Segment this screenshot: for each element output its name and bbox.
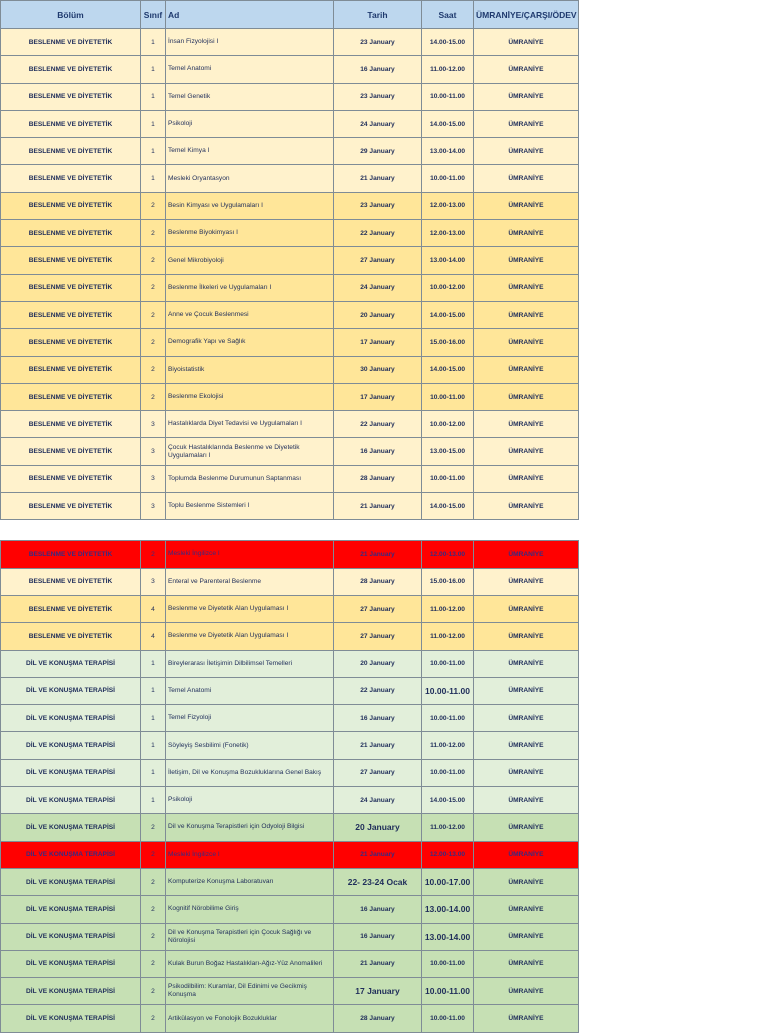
table-row[interactable] (1, 138, 579, 165)
cell-bolum[interactable]: BESLENME VE DİYETETİK (1, 83, 141, 110)
cell-yer[interactable]: ÜMRANİYE (474, 677, 579, 704)
cell-yer[interactable]: ÜMRANİYE (474, 759, 579, 786)
cell-sinif[interactable]: 4 (141, 595, 166, 622)
cell-sinif[interactable]: 2 (141, 220, 166, 247)
cell-ad[interactable]: Anne ve Çocuk Beslenmesi (166, 301, 334, 328)
cell-ad[interactable]: Beslenme ve Diyetetik Alan Uygulaması I (166, 623, 334, 650)
cell-ad[interactable]: Demografik Yapı ve Sağlık (166, 329, 334, 356)
cell-yer[interactable]: ÜMRANİYE (474, 1005, 579, 1032)
cell-saat[interactable]: 12.00-13.00 (422, 220, 474, 247)
cell-sinif[interactable]: 1 (141, 650, 166, 677)
table-row[interactable] (1, 1005, 579, 1032)
cell-ad[interactable]: Hastalıklarda Diyet Tedavisi ve Uygulamaları I (166, 411, 334, 438)
cell-ad[interactable]: Toplu Beslenme Sistemleri I (166, 493, 334, 520)
cell-tarih[interactable]: 28 January (334, 568, 422, 595)
cell-bolum[interactable]: DİL VE KONUŞMA TERAPİSİ (1, 841, 141, 868)
table-row[interactable] (1, 787, 579, 814)
cell-ad[interactable]: Temel Kimya I (166, 138, 334, 165)
cell-tarih[interactable]: 22 January (334, 677, 422, 704)
cell-ad[interactable]: Komputerize Konuşma Laboratuvarı (166, 868, 334, 895)
table-row[interactable] (1, 493, 579, 520)
cell-bolum[interactable]: BESLENME VE DİYETETİK (1, 568, 141, 595)
cell-ad[interactable]: Dil ve Konuşma Terapistleri için Odyoloji Bilgisi (166, 814, 334, 841)
cell-sinif[interactable]: 2 (141, 274, 166, 301)
cell-sinif[interactable]: 4 (141, 623, 166, 650)
cell-tarih[interactable]: 16 January (334, 438, 422, 465)
table-row[interactable] (1, 950, 579, 977)
cell-sinif[interactable]: 2 (141, 1005, 166, 1032)
cell-bolum[interactable]: BESLENME VE DİYETETİK (1, 623, 141, 650)
cell-saat[interactable]: 13.00-14.00 (422, 923, 474, 950)
cell-saat[interactable]: 11.00-12.00 (422, 595, 474, 622)
cell-tarih[interactable]: 28 January (334, 1005, 422, 1032)
cell-ad[interactable]: Dil ve Konuşma Terapistleri için Çocuk Sağlığı ve Nörolojisi (166, 923, 334, 950)
cell-sinif[interactable]: 1 (141, 732, 166, 759)
cell-bolum[interactable]: BESLENME VE DİYETETİK (1, 29, 141, 56)
table-row[interactable] (1, 165, 579, 192)
cell-ad[interactable]: Beslenme Ekolojisi (166, 383, 334, 410)
cell-bolum[interactable]: DİL VE KONUŞMA TERAPİSİ (1, 950, 141, 977)
cell-yer[interactable]: ÜMRANİYE (474, 623, 579, 650)
cell-yer[interactable]: ÜMRANİYE (474, 383, 579, 410)
cell-ad[interactable]: Söyleyiş Sesbilimi (Fonetik) (166, 732, 334, 759)
table-row[interactable] (1, 192, 579, 219)
cell-sinif[interactable]: 2 (141, 329, 166, 356)
cell-saat[interactable]: 14.00-15.00 (422, 29, 474, 56)
cell-tarih[interactable]: 28 January (334, 465, 422, 492)
cell-saat[interactable]: 12.00-13.00 (422, 192, 474, 219)
cell-sinif[interactable]: 1 (141, 56, 166, 83)
cell-sinif[interactable]: 2 (141, 868, 166, 895)
cell-ad[interactable]: Mesleki İngilizce I (166, 841, 334, 868)
cell-saat[interactable]: 10.00-11.00 (422, 650, 474, 677)
cell-yer[interactable]: ÜMRANİYE (474, 787, 579, 814)
cell-ad[interactable]: İnsan Fizyolojisi I (166, 29, 334, 56)
cell-bolum[interactable]: BESLENME VE DİYETETİK (1, 356, 141, 383)
cell-bolum[interactable]: BESLENME VE DİYETETİK (1, 192, 141, 219)
cell-bolum[interactable]: BESLENME VE DİYETETİK (1, 541, 141, 568)
table-row[interactable] (1, 56, 579, 83)
table-row[interactable] (1, 978, 579, 1005)
cell-yer[interactable]: ÜMRANİYE (474, 978, 579, 1005)
cell-tarih[interactable]: 23 January (334, 83, 422, 110)
cell-bolum[interactable]: DİL VE KONUŞMA TERAPİSİ (1, 923, 141, 950)
cell-sinif[interactable]: 1 (141, 759, 166, 786)
cell-tarih[interactable]: 21 January (334, 165, 422, 192)
cell-sinif[interactable]: 1 (141, 705, 166, 732)
cell-tarih[interactable]: 24 January (334, 110, 422, 137)
cell-saat[interactable]: 10.00-11.00 (422, 759, 474, 786)
cell-bolum[interactable]: DİL VE KONUŞMA TERAPİSİ (1, 650, 141, 677)
cell-sinif[interactable]: 1 (141, 83, 166, 110)
table-row[interactable] (1, 29, 579, 56)
cell-bolum[interactable]: DİL VE KONUŞMA TERAPİSİ (1, 732, 141, 759)
cell-tarih[interactable]: 24 January (334, 274, 422, 301)
cell-ad[interactable]: Artikülasyon ve Fonolojik Bozukluklar (166, 1005, 334, 1032)
header-bolum[interactable]: Bölüm (1, 1, 141, 29)
table-row[interactable] (1, 868, 579, 895)
cell-sinif[interactable]: 1 (141, 677, 166, 704)
table-row[interactable] (1, 247, 579, 274)
cell-yer[interactable]: ÜMRANİYE (474, 329, 579, 356)
cell-ad[interactable]: Psikodilbilim: Kuramlar, Dil Edinimi ve Gecikmiş Konuşma (166, 978, 334, 1005)
cell-sinif[interactable]: 2 (141, 950, 166, 977)
cell-sinif[interactable]: 2 (141, 923, 166, 950)
table-row[interactable] (1, 541, 579, 568)
cell-yer[interactable]: ÜMRANİYE (474, 83, 579, 110)
cell-bolum[interactable]: DİL VE KONUŞMA TERAPİSİ (1, 759, 141, 786)
cell-tarih[interactable]: 21 January (334, 541, 422, 568)
cell-tarih[interactable]: 17 January (334, 329, 422, 356)
cell-saat[interactable]: 14.00-15.00 (422, 301, 474, 328)
cell-tarih[interactable]: 23 January (334, 29, 422, 56)
cell-bolum[interactable]: DİL VE KONUŞMA TERAPİSİ (1, 868, 141, 895)
cell-tarih[interactable]: 27 January (334, 759, 422, 786)
cell-yer[interactable]: ÜMRANİYE (474, 493, 579, 520)
cell-saat[interactable]: 14.00-15.00 (422, 110, 474, 137)
cell-sinif[interactable]: 1 (141, 165, 166, 192)
cell-saat[interactable]: 10.00-11.00 (422, 465, 474, 492)
cell-saat[interactable]: 13.00-15.00 (422, 438, 474, 465)
cell-tarih[interactable]: 27 January (334, 623, 422, 650)
cell-ad[interactable]: Temel Anatomi (166, 56, 334, 83)
cell-ad[interactable]: Bireylerarası İletişimin Dilbilimsel Temelleri (166, 650, 334, 677)
cell-sinif[interactable]: 2 (141, 301, 166, 328)
cell-yer[interactable]: ÜMRANİYE (474, 650, 579, 677)
cell-yer[interactable]: ÜMRANİYE (474, 192, 579, 219)
cell-tarih[interactable]: 24 January (334, 787, 422, 814)
cell-bolum[interactable]: BESLENME VE DİYETETİK (1, 165, 141, 192)
table-row[interactable] (1, 274, 579, 301)
cell-yer[interactable]: ÜMRANİYE (474, 138, 579, 165)
cell-bolum[interactable]: BESLENME VE DİYETETİK (1, 220, 141, 247)
cell-sinif[interactable]: 2 (141, 978, 166, 1005)
table-row[interactable] (1, 677, 579, 704)
cell-tarih[interactable]: 30 January (334, 356, 422, 383)
cell-bolum[interactable]: DİL VE KONUŞMA TERAPİSİ (1, 677, 141, 704)
table-row[interactable] (1, 896, 579, 923)
cell-tarih[interactable]: 21 January (334, 493, 422, 520)
cell-yer[interactable]: ÜMRANİYE (474, 732, 579, 759)
cell-ad[interactable]: Besin Kimyası ve Uygulamaları I (166, 192, 334, 219)
cell-ad[interactable]: Mesleki İngilizce I (166, 541, 334, 568)
cell-saat[interactable]: 11.00-12.00 (422, 732, 474, 759)
cell-sinif[interactable]: 3 (141, 411, 166, 438)
cell-ad[interactable]: Temel Genetik (166, 83, 334, 110)
cell-yer[interactable]: ÜMRANİYE (474, 868, 579, 895)
cell-bolum[interactable]: BESLENME VE DİYETETİK (1, 595, 141, 622)
cell-yer[interactable]: ÜMRANİYE (474, 896, 579, 923)
header-sinif[interactable]: Sınıf (141, 1, 166, 29)
cell-sinif[interactable]: 3 (141, 493, 166, 520)
table-row[interactable] (1, 923, 579, 950)
cell-bolum[interactable]: BESLENME VE DİYETETİK (1, 438, 141, 465)
cell-sinif[interactable]: 2 (141, 383, 166, 410)
cell-tarih[interactable]: 21 January (334, 732, 422, 759)
cell-bolum[interactable]: DİL VE KONUŞMA TERAPİSİ (1, 978, 141, 1005)
cell-ad[interactable]: Psikoloji (166, 110, 334, 137)
cell-saat[interactable]: 11.00-12.00 (422, 56, 474, 83)
cell-sinif[interactable]: 3 (141, 438, 166, 465)
cell-ad[interactable]: Psikoloji (166, 787, 334, 814)
cell-ad[interactable]: Temel Anatomi (166, 677, 334, 704)
table-row[interactable] (1, 411, 579, 438)
cell-ad[interactable]: Kognitif Nörobilime Giriş (166, 896, 334, 923)
cell-tarih[interactable]: 29 January (334, 138, 422, 165)
table-row[interactable] (1, 732, 579, 759)
cell-yer[interactable]: ÜMRANİYE (474, 705, 579, 732)
cell-sinif[interactable]: 2 (141, 896, 166, 923)
header-ad[interactable]: Ad (166, 1, 334, 29)
cell-sinif[interactable]: 2 (141, 192, 166, 219)
cell-tarih[interactable]: 21 January (334, 950, 422, 977)
cell-tarih[interactable]: 22- 23-24 Ocak (334, 868, 422, 895)
cell-bolum[interactable]: BESLENME VE DİYETETİK (1, 110, 141, 137)
cell-bolum[interactable]: DİL VE KONUŞMA TERAPİSİ (1, 705, 141, 732)
table-row[interactable] (1, 220, 579, 247)
header-tarih[interactable]: Tarih (334, 1, 422, 29)
table-row[interactable] (1, 438, 579, 465)
schedule-table-1 (0, 0, 579, 520)
cell-bolum[interactable]: BESLENME VE DİYETETİK (1, 247, 141, 274)
cell-ad[interactable]: Çocuk Hastalıklarında Beslenme ve Diyetetik Uygulamaları I (166, 438, 334, 465)
cell-bolum[interactable]: BESLENME VE DİYETETİK (1, 465, 141, 492)
table-row[interactable] (1, 383, 579, 410)
cell-yer[interactable]: ÜMRANİYE (474, 220, 579, 247)
cell-tarih[interactable]: 21 January (334, 841, 422, 868)
table-row[interactable] (1, 595, 579, 622)
cell-sinif[interactable]: 2 (141, 541, 166, 568)
cell-ad[interactable]: Temel Fizyoloji (166, 705, 334, 732)
cell-tarih[interactable]: 16 January (334, 705, 422, 732)
cell-yer[interactable]: ÜMRANİYE (474, 247, 579, 274)
cell-ad[interactable]: Mesleki Oryantasyon (166, 165, 334, 192)
table-row[interactable] (1, 83, 579, 110)
cell-yer[interactable]: ÜMRANİYE (474, 568, 579, 595)
cell-sinif[interactable]: 1 (141, 787, 166, 814)
cell-ad[interactable]: Beslenme Biyokimyası I (166, 220, 334, 247)
table-row[interactable] (1, 356, 579, 383)
cell-saat[interactable]: 10.00-12.00 (422, 411, 474, 438)
cell-tarih[interactable]: 16 January (334, 923, 422, 950)
cell-tarih[interactable]: 27 January (334, 247, 422, 274)
cell-saat[interactable]: 11.00-12.00 (422, 623, 474, 650)
cell-ad[interactable]: İletişim, Dil ve Konuşma Bozukluklarına Genel Bakış (166, 759, 334, 786)
cell-yer[interactable]: ÜMRANİYE (474, 950, 579, 977)
cell-ad[interactable]: Toplumda Beslenme Durumunun Saptanması (166, 465, 334, 492)
cell-sinif[interactable]: 1 (141, 29, 166, 56)
cell-yer[interactable]: ÜMRANİYE (474, 301, 579, 328)
cell-saat[interactable]: 13.00-14.00 (422, 247, 474, 274)
cell-saat[interactable]: 10.00-11.00 (422, 677, 474, 704)
cell-saat[interactable]: 15.00-16.00 (422, 568, 474, 595)
cell-ad[interactable]: Enteral ve Parenteral Beslenme (166, 568, 334, 595)
table-row[interactable] (1, 329, 579, 356)
cell-tarih[interactable]: 23 January (334, 192, 422, 219)
cell-bolum[interactable]: DİL VE KONUŞMA TERAPİSİ (1, 814, 141, 841)
cell-saat[interactable]: 11.00-12.00 (422, 814, 474, 841)
cell-saat[interactable]: 13.00-14.00 (422, 138, 474, 165)
cell-sinif[interactable]: 2 (141, 841, 166, 868)
cell-tarih[interactable]: 22 January (334, 411, 422, 438)
cell-saat[interactable]: 14.00-15.00 (422, 356, 474, 383)
cell-yer[interactable]: ÜMRANİYE (474, 29, 579, 56)
cell-sinif[interactable]: 2 (141, 247, 166, 274)
cell-ad[interactable]: Beslenme İlkeleri ve Uygulamaları I (166, 274, 334, 301)
cell-yer[interactable]: ÜMRANİYE (474, 465, 579, 492)
cell-sinif[interactable]: 2 (141, 814, 166, 841)
cell-saat[interactable]: 10.00-11.00 (422, 1005, 474, 1032)
cell-bolum[interactable]: BESLENME VE DİYETETİK (1, 493, 141, 520)
cell-ad[interactable]: Kulak Burun Boğaz Hastalıkları-Ağız-Yüz Anomalileri (166, 950, 334, 977)
cell-bolum[interactable]: BESLENME VE DİYETETİK (1, 329, 141, 356)
cell-saat[interactable]: 12.00-13.00 (422, 541, 474, 568)
cell-sinif[interactable]: 3 (141, 465, 166, 492)
cell-saat[interactable]: 10.00-17.00 (422, 868, 474, 895)
table-row[interactable] (1, 814, 579, 841)
table-row[interactable] (1, 301, 579, 328)
cell-tarih[interactable]: 20 January (334, 814, 422, 841)
cell-ad[interactable]: Beslenme ve Diyetetik Alan Uygulaması I (166, 595, 334, 622)
cell-yer[interactable]: ÜMRANİYE (474, 541, 579, 568)
cell-yer[interactable]: ÜMRANİYE (474, 923, 579, 950)
cell-saat[interactable]: 10.00-11.00 (422, 383, 474, 410)
cell-yer[interactable]: ÜMRANİYE (474, 841, 579, 868)
cell-ad[interactable]: Biyoistatistik (166, 356, 334, 383)
cell-saat[interactable]: 13.00-14.00 (422, 896, 474, 923)
cell-saat[interactable]: 10.00-11.00 (422, 950, 474, 977)
cell-bolum[interactable]: BESLENME VE DİYETETİK (1, 383, 141, 410)
cell-saat[interactable]: 12.00-13.00 (422, 841, 474, 868)
cell-yer[interactable]: ÜMRANİYE (474, 814, 579, 841)
cell-saat[interactable]: 10.00-11.00 (422, 165, 474, 192)
cell-saat[interactable]: 14.00-15.00 (422, 787, 474, 814)
cell-tarih[interactable]: 16 January (334, 56, 422, 83)
header-row (1, 1, 579, 29)
cell-yer[interactable]: ÜMRANİYE (474, 110, 579, 137)
table-row[interactable] (1, 110, 579, 137)
cell-tarih[interactable]: 17 January (334, 978, 422, 1005)
schedule-table-2 (0, 540, 579, 1032)
cell-bolum[interactable]: BESLENME VE DİYETETİK (1, 274, 141, 301)
table-row[interactable] (1, 841, 579, 868)
cell-tarih[interactable]: 22 January (334, 220, 422, 247)
table-row[interactable] (1, 465, 579, 492)
cell-saat[interactable]: 10.00-11.00 (422, 705, 474, 732)
table-row[interactable] (1, 705, 579, 732)
cell-tarih[interactable]: 17 January (334, 383, 422, 410)
cell-yer[interactable]: ÜMRANİYE (474, 56, 579, 83)
cell-yer[interactable]: ÜMRANİYE (474, 438, 579, 465)
table-row[interactable] (1, 759, 579, 786)
cell-sinif[interactable]: 3 (141, 568, 166, 595)
cell-yer[interactable]: ÜMRANİYE (474, 165, 579, 192)
cell-bolum[interactable]: DİL VE KONUŞMA TERAPİSİ (1, 787, 141, 814)
cell-ad[interactable]: Genel Mikrobiyoloji (166, 247, 334, 274)
table-row[interactable] (1, 568, 579, 595)
cell-yer[interactable]: ÜMRANİYE (474, 411, 579, 438)
cell-tarih[interactable]: 20 January (334, 650, 422, 677)
cell-tarih[interactable]: 27 January (334, 595, 422, 622)
cell-yer[interactable]: ÜMRANİYE (474, 595, 579, 622)
cell-bolum[interactable]: BESLENME VE DİYETETİK (1, 56, 141, 83)
cell-saat[interactable]: 14.00-15.00 (422, 493, 474, 520)
cell-bolum[interactable]: BESLENME VE DİYETETİK (1, 138, 141, 165)
header-yer[interactable]: ÜMRANİYE/ÇARŞI/ÖDEV (474, 1, 579, 29)
cell-saat[interactable]: 15.00-16.00 (422, 329, 474, 356)
cell-tarih[interactable]: 20 January (334, 301, 422, 328)
cell-yer[interactable]: ÜMRANİYE (474, 274, 579, 301)
cell-bolum[interactable]: DİL VE KONUŞMA TERAPİSİ (1, 896, 141, 923)
cell-tarih[interactable]: 16 January (334, 896, 422, 923)
table-row[interactable] (1, 650, 579, 677)
cell-bolum[interactable]: BESLENME VE DİYETETİK (1, 411, 141, 438)
header-saat[interactable]: Saat (422, 1, 474, 29)
cell-saat[interactable]: 10.00-11.00 (422, 978, 474, 1005)
cell-saat[interactable]: 10.00-11.00 (422, 83, 474, 110)
table-row[interactable] (1, 623, 579, 650)
cell-sinif[interactable]: 1 (141, 110, 166, 137)
cell-sinif[interactable]: 1 (141, 138, 166, 165)
cell-saat[interactable]: 10.00-12.00 (422, 274, 474, 301)
cell-bolum[interactable]: BESLENME VE DİYETETİK (1, 301, 141, 328)
cell-bolum[interactable]: DİL VE KONUŞMA TERAPİSİ (1, 1005, 141, 1032)
cell-yer[interactable]: ÜMRANİYE (474, 356, 579, 383)
cell-sinif[interactable]: 2 (141, 356, 166, 383)
